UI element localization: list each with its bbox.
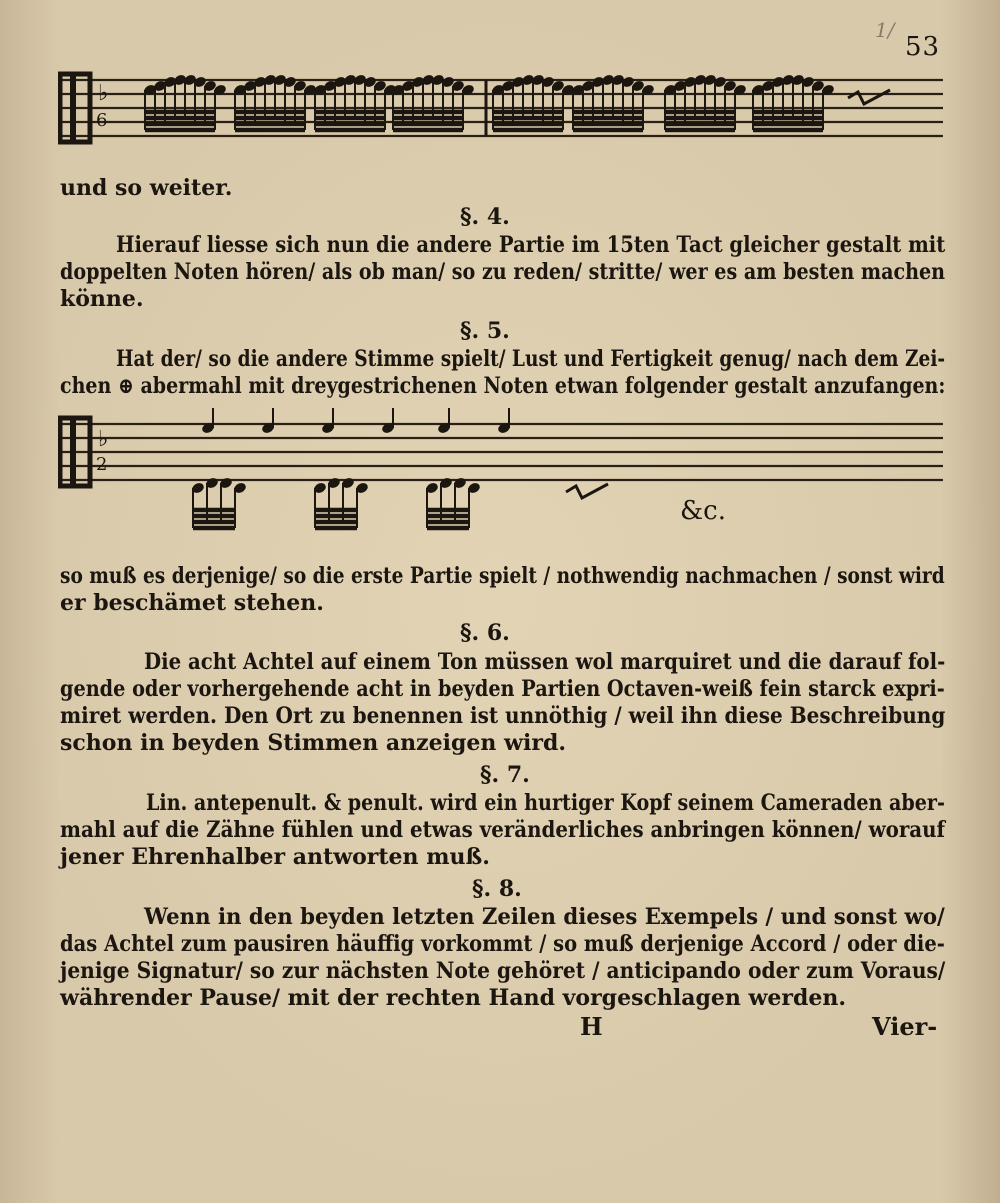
section-6-line-2: gende oder vorhergehende acht in beyden Partien Octaven-weiß fein starck expri- bbox=[60, 676, 945, 702]
example2-etc: &c. bbox=[680, 496, 726, 526]
pencil-mark: 1/ bbox=[875, 18, 895, 42]
section-7-line-2: mahl auf die Zähne fühlen und etwas veränderliches anbringen können/ worauf bbox=[60, 817, 946, 843]
section-4-line-3: könne. bbox=[60, 286, 144, 312]
section-4-line-2: doppelten Noten hören/ als ob man/ so zu reden/ stritte/ wer es am besten machen bbox=[60, 259, 946, 285]
beamed-note-group bbox=[191, 477, 246, 528]
section-6-line-4: schon in beyden Stimmen anzeigen wird. bbox=[60, 730, 566, 756]
section-5-line-1: Hat der/ so die andere Stimme spielt/ Lust und Fertigkeit genug/ nach dem Zei- bbox=[116, 346, 946, 372]
section-6-line-1: Die acht Achtel auf einem Ton müssen wol marquiret und die darauf fol- bbox=[144, 649, 946, 675]
section-4-line-1: Hierauf liesse sich nun die andere Partie im 15ten Tact gleicher gestalt mit bbox=[116, 232, 946, 258]
section-marker-6: §. 6. bbox=[460, 620, 510, 646]
section-marker-8: §. 8. bbox=[472, 876, 522, 902]
beamed-note-group bbox=[425, 477, 480, 528]
section-5-line-2: chen ⊕ abermahl mit dreygestrichenen Noten etwan folgender gestalt anzufangen: bbox=[60, 373, 946, 399]
section-5-after-1: so muß es derjenige/ so die erste Partie spielt / nothwendig nachmachen / sonst wird bbox=[60, 563, 945, 589]
music-example-1 bbox=[58, 60, 943, 180]
signature-mark: H bbox=[580, 1012, 603, 1041]
beamed-note-group bbox=[201, 408, 274, 434]
section-marker-4: §. 4. bbox=[460, 204, 510, 230]
beamed-note-group bbox=[437, 408, 510, 434]
svg-text:♭: ♭ bbox=[98, 427, 109, 452]
section-marker-5: §. 5. bbox=[460, 318, 510, 344]
beamed-note-group bbox=[313, 477, 368, 528]
section-8-line-3: jenige Signatur/ so zur nächsten Note gehöret / anticipando oder zum Voraus/ bbox=[60, 958, 946, 984]
catchword: Vier- bbox=[872, 1012, 938, 1041]
svg-text:♭: ♭ bbox=[98, 81, 109, 106]
example1-caption: und so weiter. bbox=[60, 175, 233, 201]
section-8-line-4: währender Pause/ mit der rechten Hand vorgeschlagen werden. bbox=[60, 985, 847, 1011]
section-8-line-2: das Achtel zum pausiren häuffig vorkommt / so muß derjenige Accord / oder die- bbox=[60, 931, 945, 957]
page-number: 53 bbox=[905, 32, 941, 62]
section-8-line-1: Wenn in den beyden letzten Zeilen dieses Exempels / und sonst wo/ bbox=[144, 904, 945, 930]
beamed-note-group bbox=[321, 408, 394, 434]
section-5-after-2: er beschämet stehen. bbox=[60, 590, 324, 616]
svg-text:2: 2 bbox=[96, 454, 108, 475]
section-marker-7: §. 7. bbox=[480, 762, 530, 788]
music-example-2 bbox=[58, 408, 943, 558]
section-7-line-1: Lin. antepenult. & penult. wird ein hurtiger Kopf seinem Cameraden aber- bbox=[146, 790, 945, 816]
section-6-line-3: miret werden. Den Ort zu benennen ist unnöthig / weil ihn diese Beschreibung bbox=[60, 703, 946, 729]
section-7-line-3: jener Ehrenhalber antworten muß. bbox=[60, 844, 490, 870]
svg-text:6: 6 bbox=[96, 110, 108, 131]
